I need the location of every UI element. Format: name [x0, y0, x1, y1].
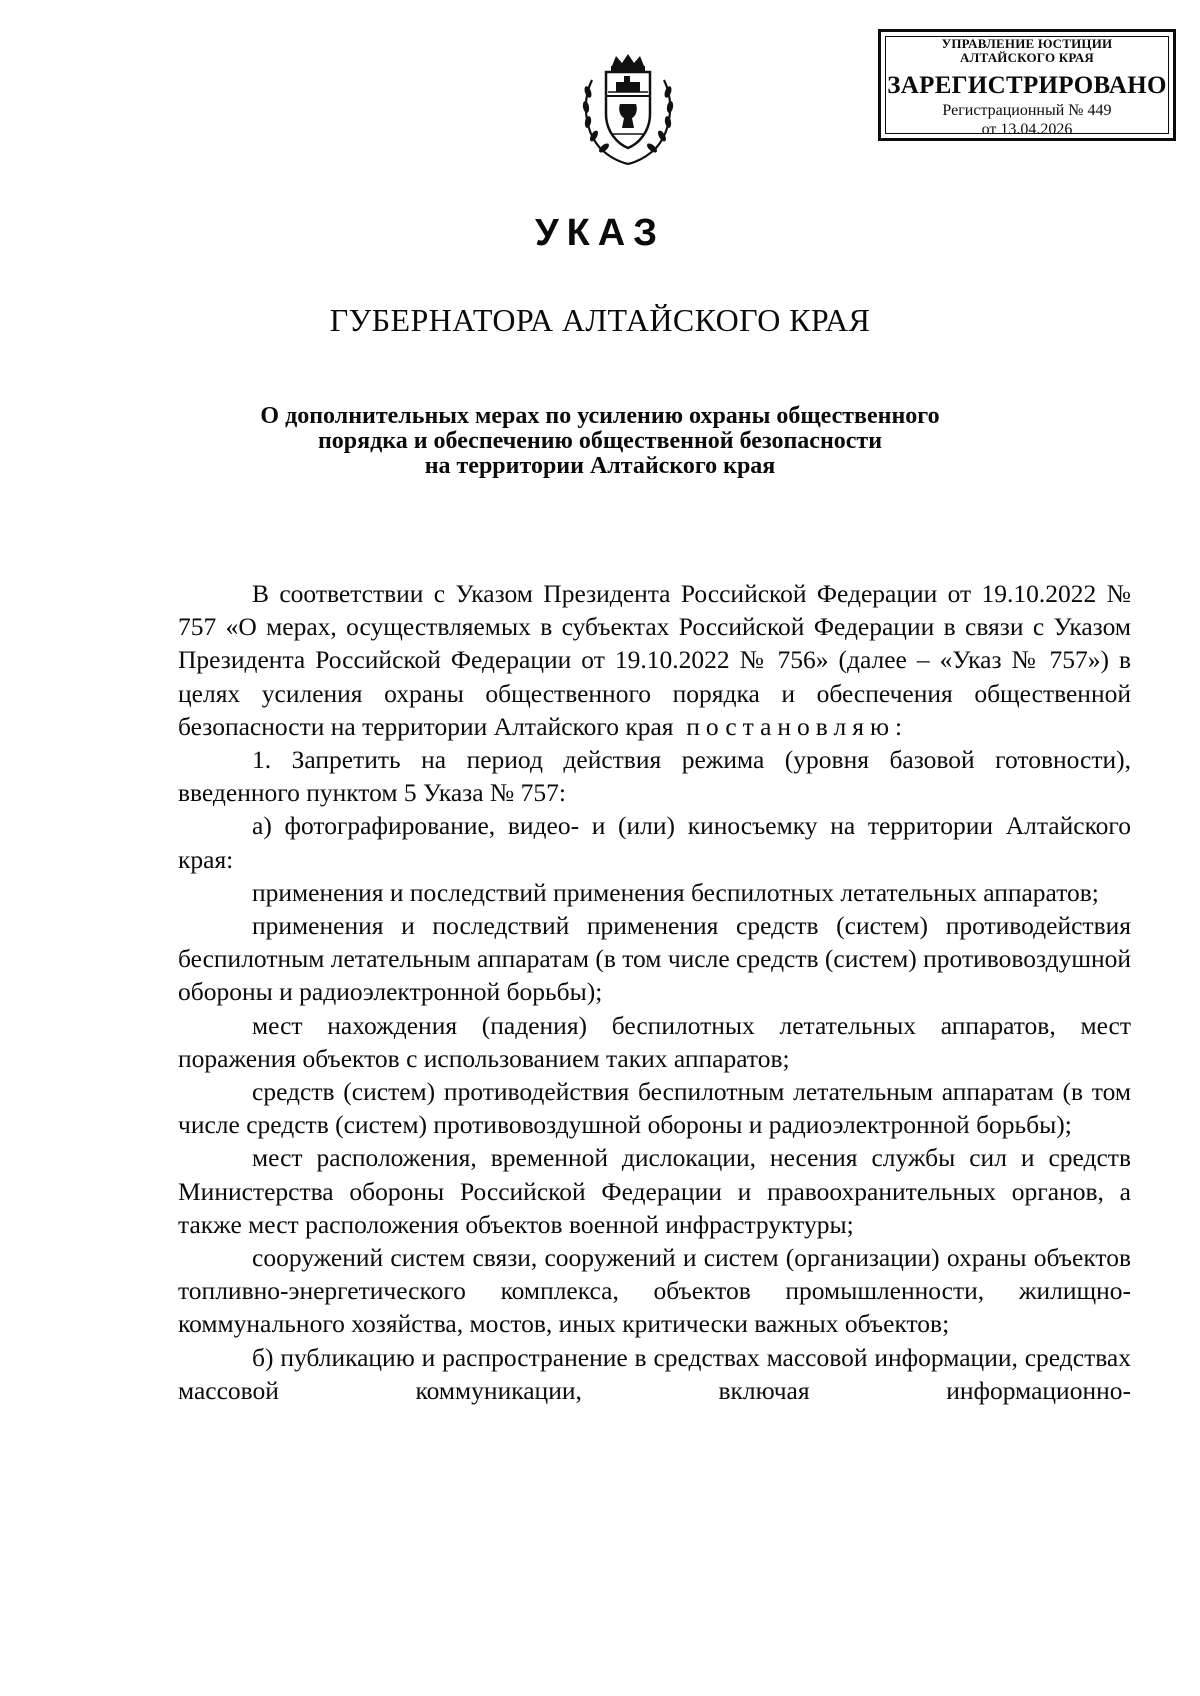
subitem-paragraph-5: мест расположения, временной дислокации, несения службы сил и средств Министерства обороны Российской Федерации и правоохранительных органов, а также мест расположения объектов военной инфраструктуры;: [178, 1143, 1131, 1239]
stamp-org-line1: УПРАВЛЕНИЕ ЮСТИЦИИ: [941, 36, 1113, 51]
issuer-heading: ГУБЕРНАТОРА АЛТАЙСКОГО КРАЯ: [329, 302, 871, 338]
stamp-inner-frame: [885, 36, 1169, 134]
stamp-status: ЗАРЕГИСТРИРОВАНО: [887, 72, 1167, 99]
document-type-heading: УКАЗ: [534, 212, 666, 254]
subject-line-1: О дополнительных мерах по усилению охраны общественного: [260, 403, 940, 429]
item-a-paragraph: а) фотографирование, видео- и (или) киносъемку на территории Алтайского края:: [178, 811, 1131, 874]
preamble-text: В соответствии с Указом Президента Российской Федерации от 19.10.2022 № 757 «О мерах, осуществляемых в субъектах Российской Федерации в связи с Указом Президента Российской Федерации от 19.10.2022 № 756» (далее – «Указ № 757») в целях усиления охраны общественного порядка и обеспечения общественной безопасности на территории Алтайского края: [178, 579, 1131, 741]
stamp-reg-date: от 13.04.2026: [981, 121, 1073, 138]
document-subject: [0, 404, 1200, 479]
subitem-paragraph-3: мест нахождения (падения) беспилотных летательных аппаратов, мест поражения объектов с использованием таких аппаратов;: [178, 1010, 1131, 1073]
subject-line-2: порядка и обеспечению общественной безопасности: [317, 428, 883, 454]
subitem-paragraph-2: применения и последствий применения средств (систем) противодействия беспилотным летательным аппаратам (в том числе средств (систем) противовоздушной обороны и радиоэлектронной борьбы);: [178, 911, 1132, 1007]
stamp-reg-number: Регистрационный № 449: [942, 102, 1112, 119]
subitem-paragraph-4: средств (систем) противодействия беспилотным летательным аппаратам (в том числе средств (систем) противовоздушной обороны и радиоэлектронной борьбы);: [178, 1077, 1131, 1140]
decree-word: постановляю:: [686, 711, 909, 741]
registration-stamp: [878, 29, 1176, 141]
subitem-paragraph-1: применения и последствий применения беспилотных летательных аппаратов;: [252, 877, 1099, 907]
subitem-paragraph-6: сооружений систем связи, сооружений и систем (организации) охраны объектов топливно-энергетического комплекса, объектов промышленности, жилищно-коммунального хозяйства, мостов, иных критически важных объектов;: [178, 1243, 1131, 1339]
document-body: [178, 577, 1131, 1407]
preamble-paragraph: [178, 577, 1131, 743]
item-b-paragraph: б) публикацию и распространение в средствах массовой информации, средствах массовой коммуникации, включая информационно-: [178, 1342, 1131, 1405]
item-1-paragraph: 1. Запретить на период действия режима (уровня базовой готовности), введенного пунктом 5 Указа № 757:: [178, 745, 1131, 808]
subject-line-3: на территории Алтайского края: [424, 453, 776, 479]
coat-of-arms-emblem: [578, 52, 678, 170]
stamp-org-line2: АЛТАЙСКОГО КРАЯ: [960, 50, 1094, 65]
